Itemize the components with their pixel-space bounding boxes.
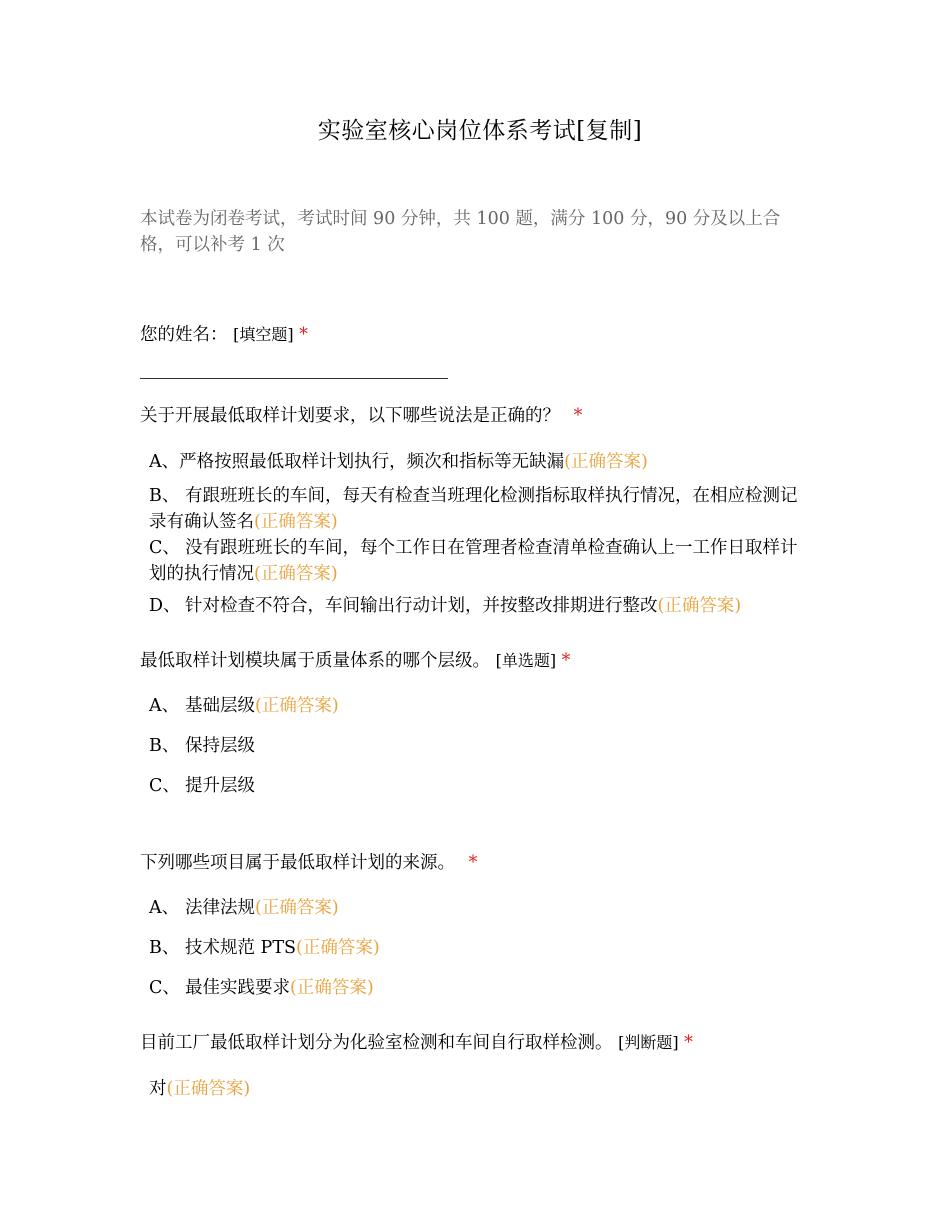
required-mark: *	[573, 406, 583, 426]
option-a[interactable]	[149, 449, 805, 475]
option-d[interactable]	[149, 593, 805, 619]
option-letter: C、	[149, 776, 180, 796]
correct-answer-tag: (正确答案)	[166, 1079, 251, 1099]
option-text: 有跟班班长的车间，每天有检查当班理化检测指标取样执行情况，在相应检测记录有确认签名	[149, 486, 798, 532]
required-mark: *	[684, 1033, 693, 1053]
correct-answer-tag: (正确答案)	[296, 938, 380, 958]
option-text: 最佳实践要求	[185, 978, 290, 998]
option-text: 提升层级	[185, 776, 255, 796]
option-a[interactable]	[149, 693, 805, 719]
correct-answer-tag: (正确答案)	[255, 898, 339, 918]
option-text: 对	[149, 1079, 167, 1099]
question-text: 关于开展最低取样计划要求，以下哪些说法是正确的？	[140, 406, 560, 426]
option-c[interactable]	[149, 535, 805, 587]
option-letter: B、	[149, 938, 180, 958]
correct-answer-tag: (正确答案)	[254, 512, 338, 532]
question-sampling-sources	[140, 850, 805, 876]
question-text: 您的姓名：	[140, 325, 228, 345]
option-letter: A、	[149, 696, 180, 716]
option-letter: C、	[149, 978, 180, 998]
correct-answer-tag: (正确答案)	[290, 978, 374, 998]
correct-answer-tag: (正确答案)	[657, 596, 742, 616]
option-a[interactable]	[149, 895, 805, 921]
option-text: 法律法规	[185, 898, 255, 918]
question-quality-level	[140, 648, 805, 674]
option-c[interactable]	[149, 773, 805, 799]
question-name	[140, 322, 805, 348]
correct-answer-tag: (正确答案)	[255, 696, 339, 716]
option-text: 严格按照最低取样计划执行，频次和指标等无缺漏	[179, 452, 565, 472]
option-b[interactable]	[149, 733, 805, 759]
option-b[interactable]	[149, 483, 805, 535]
option-letter: D、	[149, 596, 181, 616]
option-letter: C、	[149, 538, 180, 558]
option-letter: B、	[149, 486, 180, 506]
question-text: 下列哪些项目属于最低取样计划的来源。	[140, 853, 455, 873]
correct-answer-tag: (正确答案)	[254, 564, 338, 584]
required-mark: *	[561, 651, 571, 671]
option-letter: A、	[149, 452, 180, 472]
name-fill-blank[interactable]	[140, 378, 448, 379]
question-text: 最低取样计划模块属于质量体系的哪个层级。	[140, 651, 490, 671]
required-mark: *	[468, 853, 478, 873]
option-text: 基础层级	[185, 696, 255, 716]
option-b[interactable]	[149, 935, 805, 961]
option-text: 技术规范 PTS	[185, 938, 296, 958]
option-text: 保持层级	[185, 736, 255, 756]
option-text: 针对检查不符合，车间输出行动计划，并按整改排期进行整改	[185, 596, 658, 616]
page-title: 实验室核心岗位体系考试[复制]	[317, 118, 643, 144]
correct-answer-tag: (正确答案)	[564, 452, 648, 472]
question-sampling-categories	[140, 1030, 805, 1056]
option-letter: A、	[149, 898, 180, 918]
question-type: [单选题]	[495, 651, 557, 670]
question-sampling-requirements	[140, 403, 805, 429]
question-text: 目前工厂最低取样计划分为化验室检测和车间自行取样检测。	[140, 1033, 613, 1053]
option-true[interactable]	[149, 1076, 805, 1102]
option-text: 没有跟班班长的车间，每个工作日在管理者检查清单检查确认上一工作日取样计划的执行情况	[149, 538, 798, 584]
exam-instructions: 本试卷为闭卷考试，考试时间 90 分钟，共 100 题，满分 100 分，90 分及以上合格，可以补考 1 次	[140, 209, 781, 255]
question-type: [填空题]	[233, 325, 294, 344]
question-type: [判断题]	[618, 1033, 679, 1052]
option-letter: B、	[149, 736, 180, 756]
required-mark: *	[299, 325, 308, 345]
option-c[interactable]	[149, 975, 805, 1001]
